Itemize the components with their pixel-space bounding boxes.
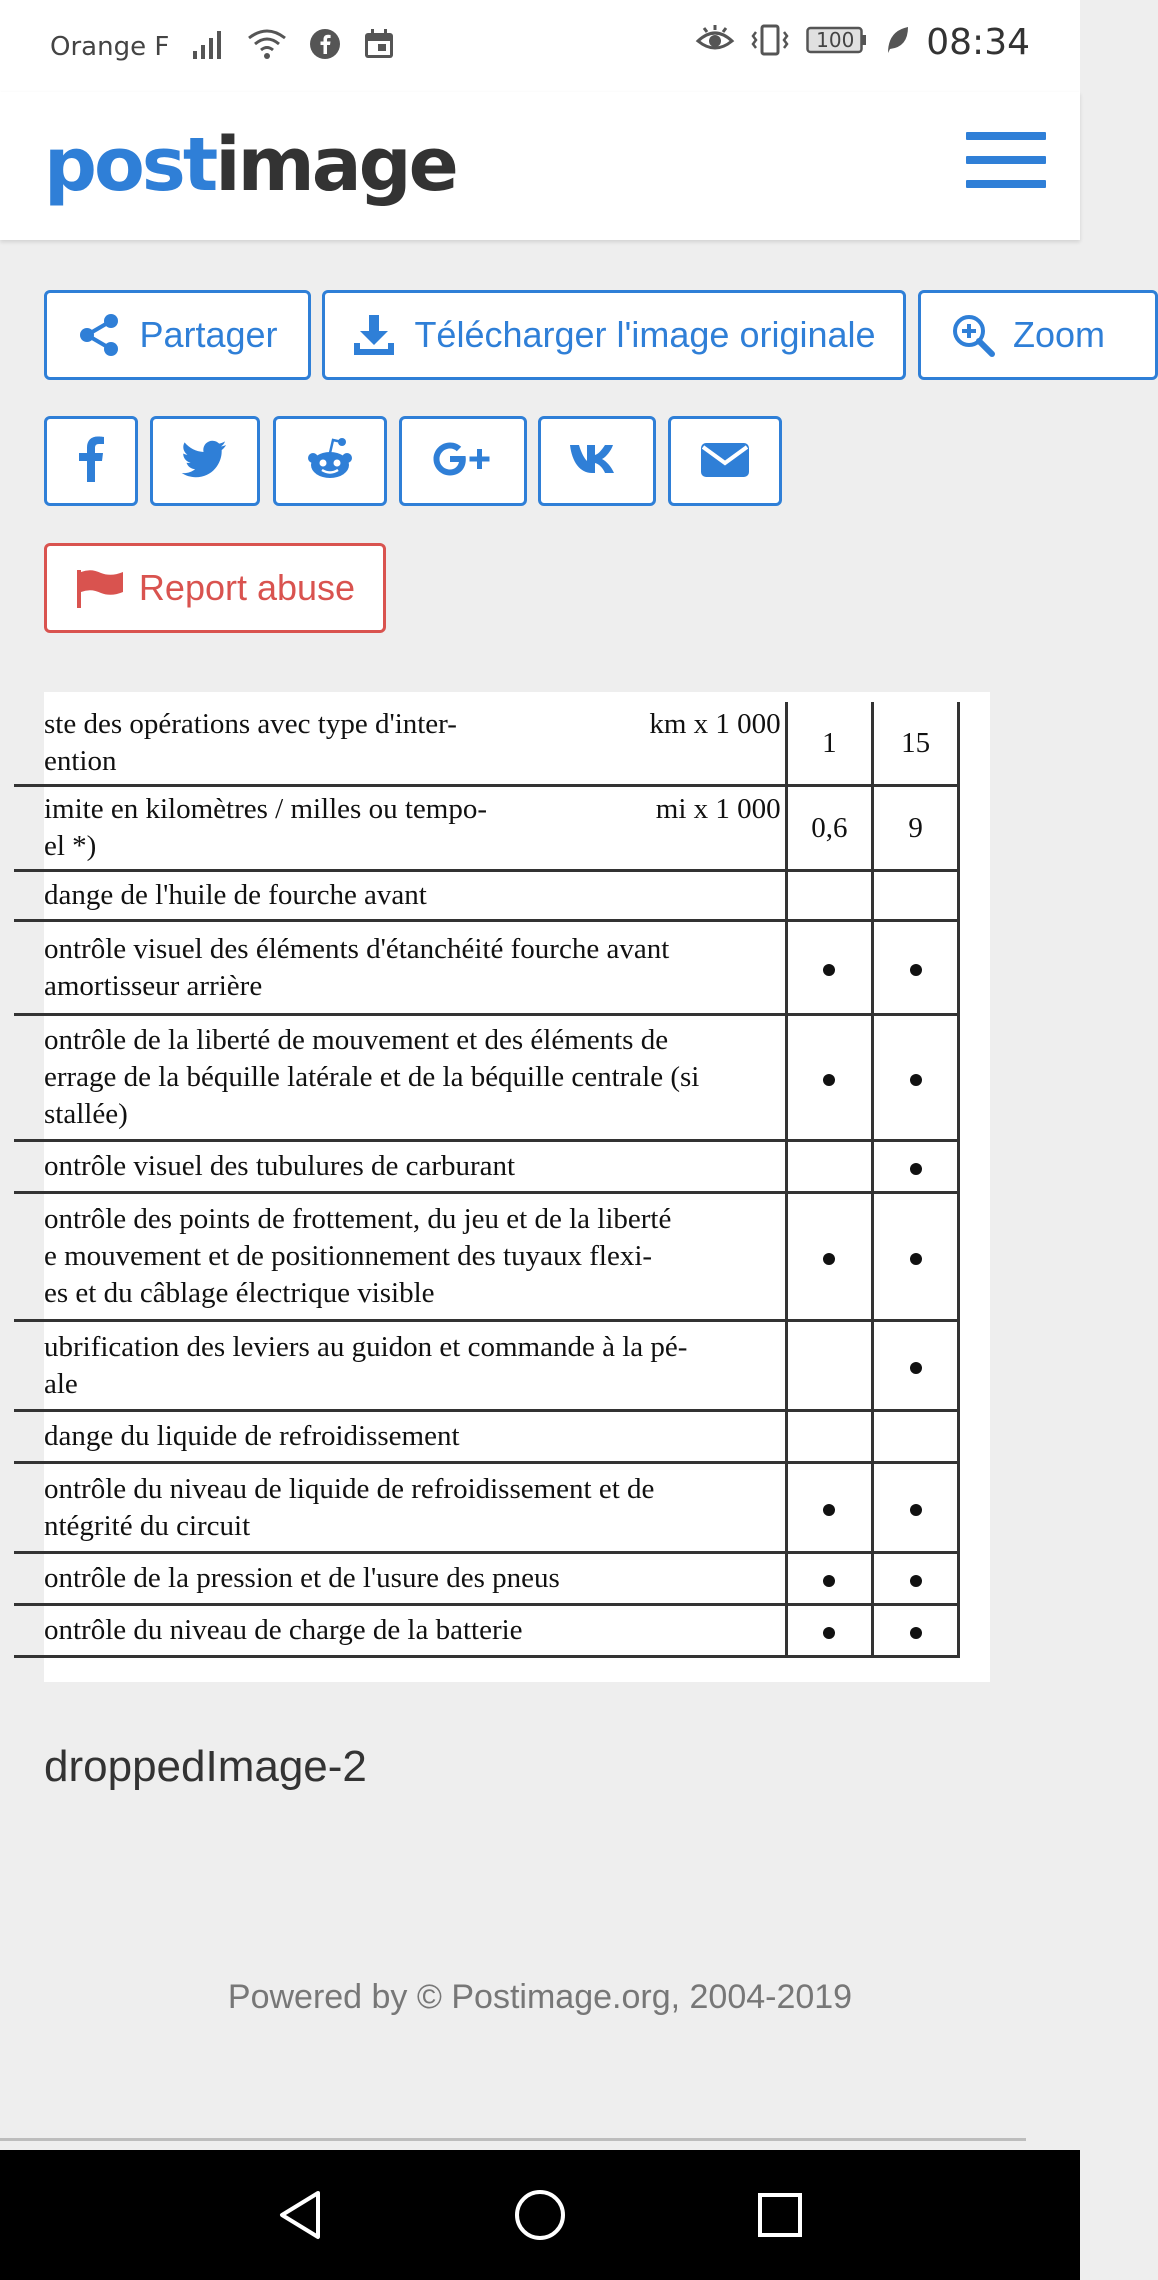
- share-facebook-button[interactable]: [44, 416, 138, 506]
- logo-text-image: image: [215, 122, 456, 208]
- share-google-plus-button[interactable]: [399, 416, 527, 506]
- check-dot-icon: [823, 1504, 835, 1516]
- report-abuse-button[interactable]: [44, 543, 386, 633]
- operation-description: ontrôle visuel des éléments d'étanchéité fourche avant amortisseur arrière: [14, 921, 786, 1015]
- carrier-name: Orange F: [50, 31, 170, 62]
- zoom-in-icon: [951, 313, 995, 357]
- interval-cell-2: [873, 1463, 959, 1553]
- eye-comfort-icon: [696, 25, 734, 60]
- zoom-button[interactable]: [918, 290, 1158, 380]
- operation-description: ontrôle des points de frottement, du jeu et de la liberté e mouvement et de positionnement des tuyaux flexi- es et du câblage électrique visible: [14, 1193, 786, 1321]
- header-line1: ste des opérations avec type d'inter-: [44, 708, 457, 740]
- twitter-icon: [183, 440, 227, 483]
- header-line3: imite en kilomètres / milles ou tempo-: [44, 793, 487, 825]
- clock: 08:34: [926, 22, 1030, 63]
- zoom-label: Zoom: [1013, 314, 1106, 355]
- vk-icon: [568, 442, 626, 481]
- interval-cell-2: [873, 1553, 959, 1605]
- interval-cell-1: [786, 1553, 873, 1605]
- reddit-icon: [306, 437, 354, 486]
- table-row: [14, 1411, 959, 1463]
- logo-text-post: post: [44, 122, 216, 208]
- vibrate-icon: [750, 24, 790, 61]
- operation-description: ontrôle du niveau de charge de la batterie: [14, 1605, 786, 1657]
- check-dot-icon: [910, 1074, 922, 1086]
- status-bar: [0, 0, 1080, 92]
- facebook-icon: [76, 436, 106, 487]
- mi-col2: 9: [873, 786, 959, 871]
- interval-cell-1: [786, 921, 873, 1015]
- operation-description: ontrôle de la liberté de mouvement et des éléments de errage de la béquille latérale et de la béquille centrale (si stallée): [14, 1015, 786, 1141]
- check-dot-icon: [910, 964, 922, 976]
- table-row: [14, 1605, 959, 1657]
- footer-text: Powered by © Postimage.org, 2004-2019: [227, 1978, 853, 2016]
- download-original-button[interactable]: [322, 290, 906, 380]
- table-row: [14, 871, 959, 921]
- interval-cell-2: [873, 1193, 959, 1321]
- check-dot-icon: [823, 1253, 835, 1265]
- check-dot-icon: [823, 1627, 835, 1639]
- check-dot-icon: [910, 1575, 922, 1587]
- header-line2: ention: [44, 745, 117, 777]
- google-plus-icon: [430, 439, 496, 484]
- calendar-icon: [363, 28, 395, 65]
- mi-col1: 0,6: [786, 786, 873, 871]
- recent-apps-icon[interactable]: [750, 2185, 810, 2245]
- flag-icon: [75, 568, 125, 608]
- power-saving-leaf-icon: [884, 25, 910, 60]
- site-header: [0, 92, 1080, 240]
- table-row: [14, 1553, 959, 1605]
- report-abuse-label: Report abuse: [138, 567, 356, 608]
- interval-cell-1: [786, 1141, 873, 1193]
- check-dot-icon: [910, 1362, 922, 1374]
- share-icon: [77, 313, 121, 357]
- interval-cell-2: [873, 1605, 959, 1657]
- maintenance-table: [14, 702, 960, 1658]
- km-col1: 1: [786, 702, 873, 786]
- header-line4: el *): [44, 830, 97, 862]
- interval-cell-1: [786, 1015, 873, 1141]
- interval-cell-1: [786, 1463, 873, 1553]
- check-dot-icon: [910, 1253, 922, 1265]
- image-caption: droppedImage-2: [44, 1742, 367, 1791]
- interval-cell-2: [873, 1411, 959, 1463]
- navigation-bar: [0, 2150, 1080, 2280]
- check-dot-icon: [823, 1575, 835, 1587]
- check-dot-icon: [910, 1627, 922, 1639]
- battery-icon: [806, 25, 868, 60]
- operation-description: dange du liquide de refroidissement: [14, 1411, 786, 1463]
- operation-description: ontrôle visuel des tubulures de carburant: [14, 1141, 786, 1193]
- share-vk-button[interactable]: [538, 416, 656, 506]
- operation-description: ubrification des leviers au guidon et commande à la pé- ale: [14, 1321, 786, 1411]
- unit-km: km x 1 000: [649, 708, 781, 740]
- footer-divider: [0, 2138, 1026, 2141]
- download-icon: [352, 313, 396, 357]
- check-dot-icon: [823, 964, 835, 976]
- table-body: [14, 871, 959, 1657]
- back-icon[interactable]: [270, 2185, 330, 2245]
- interval-cell-2: [873, 1321, 959, 1411]
- table-row: [14, 1321, 959, 1411]
- check-dot-icon: [910, 1163, 922, 1175]
- download-label: Télécharger l'image originale: [414, 314, 876, 355]
- interval-cell-2: [873, 921, 959, 1015]
- share-reddit-button[interactable]: [273, 416, 387, 506]
- interval-cell-2: [873, 871, 959, 921]
- table-row: [14, 921, 959, 1015]
- wifi-icon: [247, 28, 287, 65]
- operation-description: ontrôle du niveau de liquide de refroidissement et de ntégrité du circuit: [14, 1463, 786, 1553]
- signal-icon: [191, 29, 225, 64]
- hamburger-menu-icon[interactable]: [966, 132, 1046, 196]
- share-email-button[interactable]: [668, 416, 782, 506]
- table-row: [14, 1141, 959, 1193]
- interval-cell-1: [786, 1605, 873, 1657]
- table-header-row-km: [14, 702, 959, 786]
- check-dot-icon: [823, 1074, 835, 1086]
- km-col2: 15: [873, 702, 959, 786]
- interval-cell-1: [786, 871, 873, 921]
- operation-description: ontrôle de la pression et de l'usure des pneus: [14, 1553, 786, 1605]
- table-row: [14, 1463, 959, 1553]
- interval-cell-1: [786, 1411, 873, 1463]
- table-row: [14, 1193, 959, 1321]
- hosted-image[interactable]: [44, 692, 990, 1682]
- share-button[interactable]: [44, 290, 311, 380]
- table-row: [14, 1015, 959, 1141]
- share-twitter-button[interactable]: [150, 416, 260, 506]
- interval-cell-1: [786, 1193, 873, 1321]
- check-dot-icon: [910, 1504, 922, 1516]
- facebook-notification-icon: [309, 28, 341, 65]
- email-icon: [700, 439, 750, 484]
- share-label: Partager: [139, 314, 278, 355]
- table-header-row-mi: [14, 786, 959, 871]
- unit-mi: mi x 1 000: [655, 793, 781, 825]
- battery-level: 100: [816, 28, 855, 52]
- operation-description: dange de l'huile de fourche avant: [14, 871, 786, 921]
- interval-cell-2: [873, 1015, 959, 1141]
- interval-cell-1: [786, 1321, 873, 1411]
- home-icon[interactable]: [510, 2185, 570, 2245]
- interval-cell-2: [873, 1141, 959, 1193]
- postimage-logo[interactable]: [44, 122, 456, 208]
